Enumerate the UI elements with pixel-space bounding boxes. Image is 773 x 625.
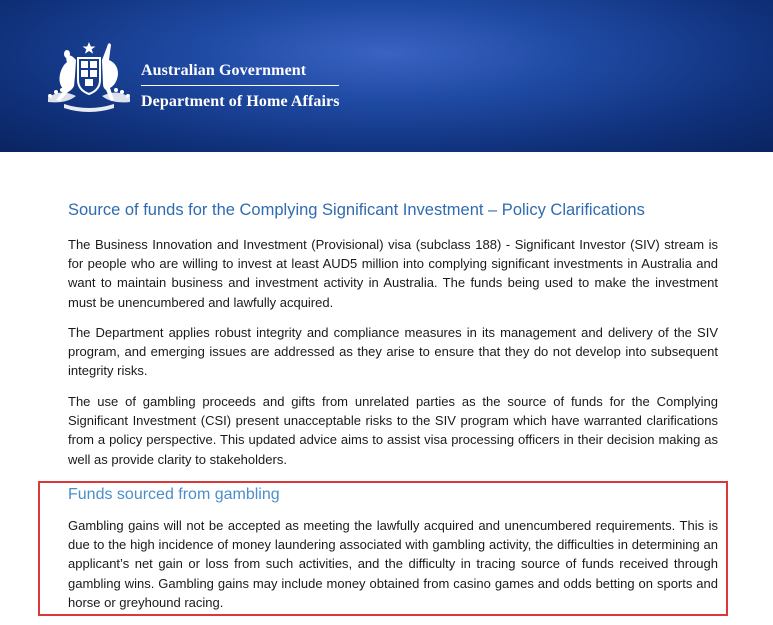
- paragraph-integrity-measures: The Department applies robust integrity and compliance measures in its management and delivery of the SIV program, and emerging issues are addressed as they arise to ensure that they do not develop into subsequent integrity risks.: [68, 325, 718, 379]
- header-banner: [0, 0, 773, 152]
- header-divider: [141, 85, 339, 86]
- paragraph-gambling-and-gifts: The use of gambling proceeds and gifts from unrelated parties as the source of funds for the Complying Significant Investment (CSI) present unacceptable risks to the SIV program which have warranted clarifications from a policy perspective. This updated advice aims to assist visa processing officers in their decision making as well as provide clarity to stakeholders.: [68, 394, 718, 467]
- government-name: Australian Government: [141, 62, 307, 79]
- paragraph-siv-stream: The Business Innovation and Investment (Provisional) visa (subclass 188) - Significant Investor (SIV) stream is for people who are willing to invest at least AUD5 million into complying significant investments in Australia and want to maintain business and investment activity in Australia. The funds being used to make the investment must be unencumbered and lawfully acquired.: [68, 237, 718, 310]
- paragraph-gambling-gains: Gambling gains will not be accepted as meeting the lawfully acquired and unencumbered requirements. This is due to the high incidence of money laundering associated with gambling activity, the difficulties in determining an applicant’s net gain or loss from such activities, and the difficulty in tracing source of funds received through gambling wins. Gambling gains may include money obtained from casino games and odds betting on sports and horse or greyhound racing.: [68, 518, 718, 610]
- document-title: Source of funds for the Complying Significant Investment – Policy Clarifications: [68, 201, 645, 219]
- department-name: Department of Home Affairs: [141, 93, 340, 110]
- section-heading: Funds sourced from gambling: [68, 486, 280, 503]
- coat-of-arms-icon: [40, 40, 138, 114]
